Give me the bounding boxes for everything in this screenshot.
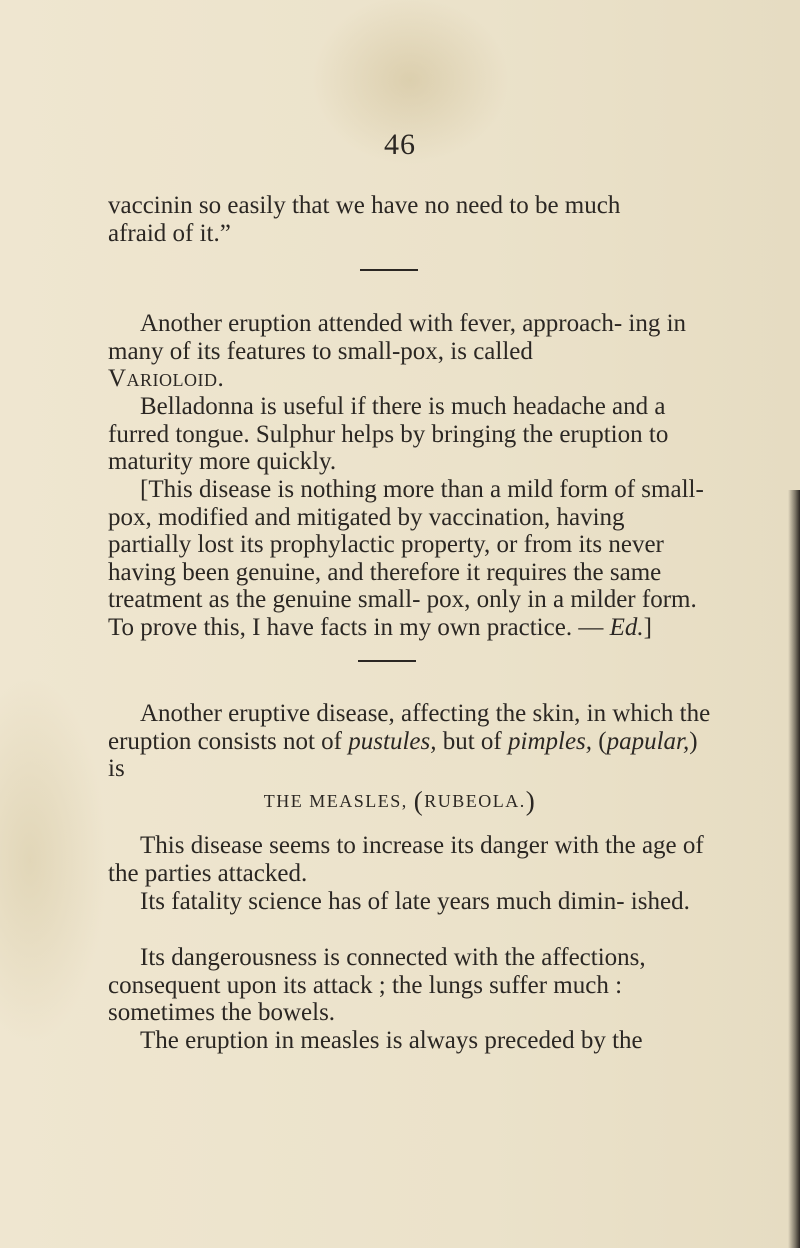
paragraph-vaccinin-quote-end — [108, 192, 712, 247]
paragraph-editor-note: [This disease is nothing more than a mild form of small-pox, modified and mitigated by vaccination, having partially lost its prophylactic property, or from its never having been genuine, and therefore it requires the same treatment as the genuine small- pox, only in a milder form. To prove this, I have facts in my own practice. — Ed.] — [108, 476, 704, 641]
section-heading-measles: THE MEASLES, (RUBEOLA.) — [263, 786, 537, 816]
page-edge-shadow — [788, 490, 800, 1248]
paragraph-varioloid: Another eruption attended with fever, approach- ing in many of its features to small-pox, is called Varioloid. — [108, 310, 687, 392]
paragraph-danger: This disease seems to increase its danger with the age of the parties attacked. — [108, 832, 704, 887]
editor-abbreviation: Ed. — [609, 613, 644, 641]
section-divider — [360, 269, 418, 271]
paragraph-eruptive-disease: Another eruptive disease, affecting the skin, in which the eruption consists not of pustules, but of pimples, (papular,) is — [108, 700, 711, 782]
section-divider-2 — [358, 660, 416, 662]
term-varioloid: Varioloid. — [108, 365, 225, 392]
paragraph-fatality: Its fatality science has of late years much dimin- ished. — [140, 888, 690, 915]
paragraph-dangerousness: Its dangerousness is connected with the affections, consequent upon its attack ; the lungs suffer much : sometimes the bowels. — [108, 944, 646, 1026]
paragraph-belladonna: Belladonna is useful if there is much headache and a furred tongue. Sulphur helps by bringing the eruption to maturity more quickly. — [108, 393, 669, 475]
page-number: 46 — [384, 128, 416, 161]
paragraph-eruption: The eruption in measles is always preceded by the — [140, 1027, 643, 1054]
line-1: vaccinin so easily that we have no need to be much — [108, 192, 621, 219]
line-2: afraid of it.” — [108, 219, 231, 247]
